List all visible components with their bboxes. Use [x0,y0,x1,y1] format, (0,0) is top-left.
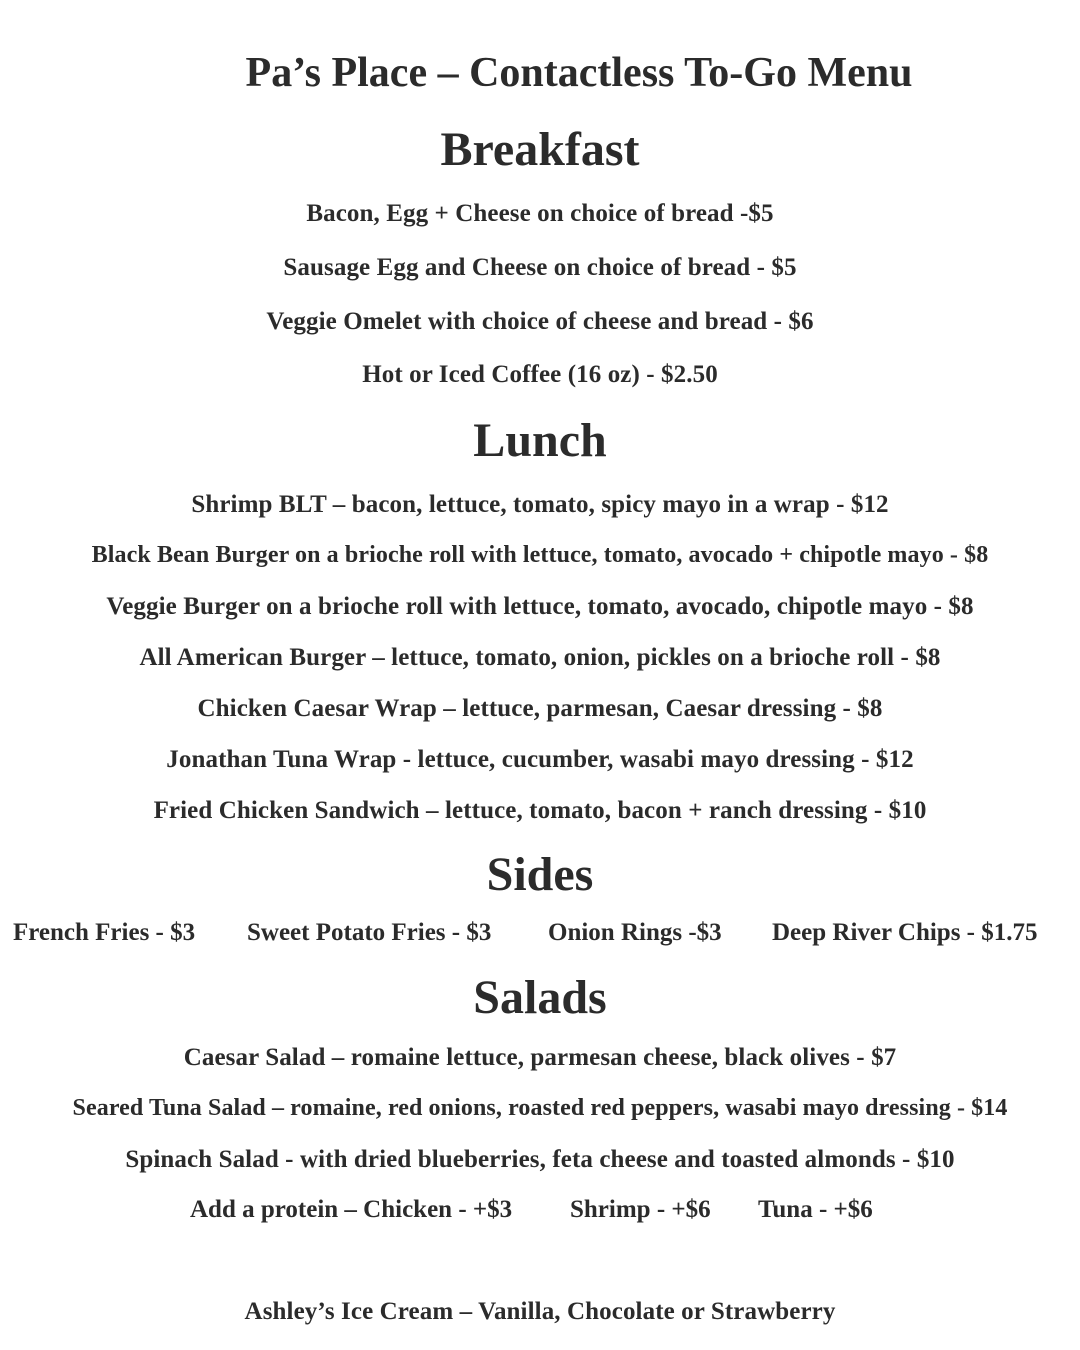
lunch-item: Veggie Burger on a brioche roll with lettuce, tomato, avocado, chipotle mayo - $8 [106,593,974,620]
breakfast-item: Hot or Iced Coffee (16 oz) - $2.50 [362,361,718,388]
side-item: French Fries - $3 [13,919,196,946]
side-item: Sweet Potato Fries - $3 [247,919,492,946]
breakfast-item: Veggie Omelet with choice of cheese and bread - $6 [266,308,814,335]
lunch-item: Fried Chicken Sandwich – lettuce, tomato, bacon + ranch dressing - $10 [153,797,927,824]
menu-title: Pa’s Place – Contactless To-Go Menu [245,50,913,96]
dessert-item: Ashley’s Ice Cream – Vanilla, Chocolate or Strawberry [244,1298,836,1325]
lunch-item: Shrimp BLT – bacon, lettuce, tomato, spicy mayo in a wrap - $12 [191,491,889,518]
breakfast-item: Bacon, Egg + Cheese on choice of bread -$5 [306,200,774,227]
protein-option-shrimp: Shrimp - +$6 [570,1196,711,1223]
section-heading-breakfast: Breakfast [440,123,640,176]
protein-option-tuna: Tuna - +$6 [758,1196,873,1223]
section-heading-salads: Salads [473,971,607,1024]
lunch-item: Chicken Caesar Wrap – lettuce, parmesan, Caesar dressing - $8 [197,695,883,722]
section-heading-sides: Sides [486,848,594,901]
lunch-item: All American Burger – lettuce, tomato, onion, pickles on a brioche roll - $8 [139,644,941,671]
side-item: Onion Rings -$3 [548,919,722,946]
lunch-item: Jonathan Tuna Wrap - lettuce, cucumber, wasabi mayo dressing - $12 [166,746,914,773]
lunch-item: Black Bean Burger on a brioche roll with lettuce, tomato, avocado + chipotle mayo - $8 [91,542,989,568]
salad-item: Caesar Salad – romaine lettuce, parmesan cheese, black olives - $7 [183,1044,897,1071]
salad-item: Seared Tuna Salad – romaine, red onions, roasted red peppers, wasabi mayo dressing - $14 [72,1095,1008,1121]
breakfast-item: Sausage Egg and Cheese on choice of bread - $5 [283,254,797,281]
section-heading-lunch: Lunch [473,414,607,467]
protein-option-chicken: Add a protein – Chicken - +$3 [190,1196,513,1223]
salad-item: Spinach Salad - with dried blueberries, feta cheese and toasted almonds - $10 [125,1146,955,1173]
side-item: Deep River Chips - $1.75 [772,919,1038,946]
